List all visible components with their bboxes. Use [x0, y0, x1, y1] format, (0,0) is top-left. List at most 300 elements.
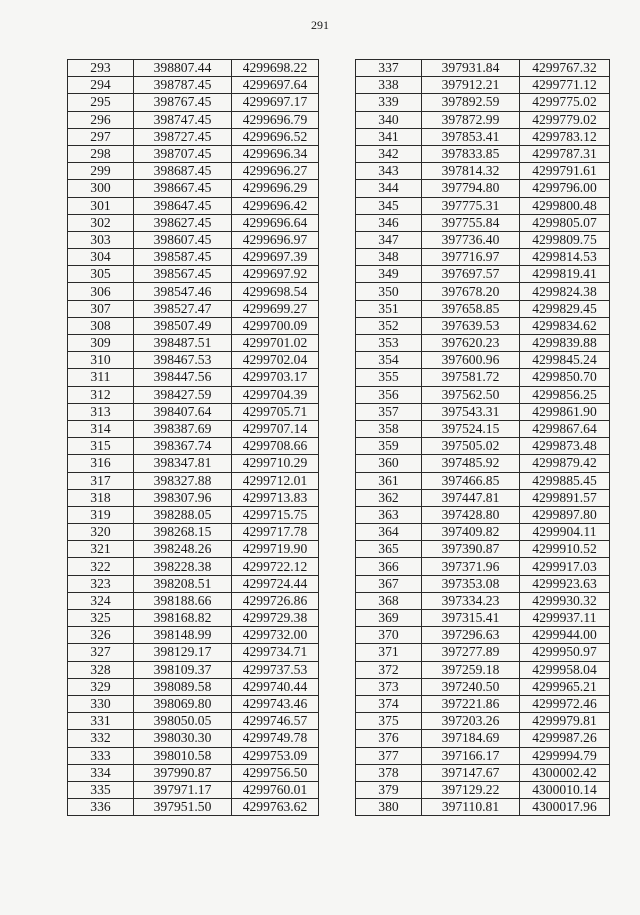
point-number-cell: 363 [356, 506, 422, 523]
table-row [356, 77, 610, 94]
x-coordinate-cell: 398507.49 [134, 317, 232, 334]
table-row [68, 420, 319, 437]
x-coordinate-cell: 398168.82 [134, 610, 232, 627]
table-row [356, 128, 610, 145]
x-coordinate-cell: 398707.45 [134, 145, 232, 162]
table-row [68, 592, 319, 609]
table-row [68, 644, 319, 661]
point-number-cell: 350 [356, 283, 422, 300]
y-coordinate-cell: 4299861.90 [520, 403, 610, 420]
point-number-cell: 368 [356, 592, 422, 609]
y-coordinate-cell: 4299839.88 [520, 335, 610, 352]
y-coordinate-cell: 4299950.97 [520, 644, 610, 661]
table-row [68, 111, 319, 128]
table-row [356, 524, 610, 541]
table-row [68, 438, 319, 455]
point-number-cell: 365 [356, 541, 422, 558]
x-coordinate-cell: 398747.45 [134, 111, 232, 128]
y-coordinate-cell: 4299796.00 [520, 180, 610, 197]
y-coordinate-cell: 4299703.17 [232, 369, 319, 386]
table-row [68, 60, 319, 77]
x-coordinate-cell: 398010.58 [134, 747, 232, 764]
y-coordinate-cell: 4300002.42 [520, 764, 610, 781]
y-coordinate-cell: 4300017.96 [520, 799, 610, 816]
x-coordinate-cell: 397259.18 [422, 661, 520, 678]
point-number-cell: 339 [356, 94, 422, 111]
y-coordinate-cell: 4299696.64 [232, 214, 319, 231]
x-coordinate-cell: 397658.85 [422, 300, 520, 317]
coordinates-table-right [355, 59, 610, 816]
point-number-cell: 341 [356, 128, 422, 145]
x-coordinate-cell: 397620.23 [422, 335, 520, 352]
page-number: 291 [311, 18, 329, 32]
x-coordinate-cell: 397716.97 [422, 249, 520, 266]
x-coordinate-cell: 397697.57 [422, 266, 520, 283]
y-coordinate-cell: 4299699.27 [232, 300, 319, 317]
point-number-cell: 352 [356, 317, 422, 334]
point-number-cell: 317 [68, 472, 134, 489]
x-coordinate-cell: 398467.53 [134, 352, 232, 369]
point-number-cell: 314 [68, 420, 134, 437]
x-coordinate-cell: 398427.59 [134, 386, 232, 403]
x-coordinate-cell: 398109.37 [134, 661, 232, 678]
point-number-cell: 308 [68, 317, 134, 334]
x-coordinate-cell: 397543.31 [422, 403, 520, 420]
x-coordinate-cell: 397912.21 [422, 77, 520, 94]
y-coordinate-cell: 4299856.25 [520, 386, 610, 403]
table-row [356, 420, 610, 437]
x-coordinate-cell: 398787.45 [134, 77, 232, 94]
y-coordinate-cell: 4299814.53 [520, 249, 610, 266]
point-number-cell: 326 [68, 627, 134, 644]
x-coordinate-cell: 397447.81 [422, 489, 520, 506]
point-number-cell: 295 [68, 94, 134, 111]
y-coordinate-cell: 4299702.04 [232, 352, 319, 369]
y-coordinate-cell: 4299704.39 [232, 386, 319, 403]
y-coordinate-cell: 4299824.38 [520, 283, 610, 300]
table-row [68, 128, 319, 145]
point-number-cell: 347 [356, 231, 422, 248]
table-row [68, 300, 319, 317]
x-coordinate-cell: 397951.50 [134, 799, 232, 816]
table-row [68, 489, 319, 506]
x-coordinate-cell: 397129.22 [422, 781, 520, 798]
x-coordinate-cell: 398447.56 [134, 369, 232, 386]
point-number-cell: 327 [68, 644, 134, 661]
y-coordinate-cell: 4299867.64 [520, 420, 610, 437]
x-coordinate-cell: 397466.85 [422, 472, 520, 489]
point-number-cell: 304 [68, 249, 134, 266]
point-number-cell: 353 [356, 335, 422, 352]
y-coordinate-cell: 4299719.90 [232, 541, 319, 558]
table-row [356, 266, 610, 283]
point-number-cell: 318 [68, 489, 134, 506]
y-coordinate-cell: 4299710.29 [232, 455, 319, 472]
x-coordinate-cell: 397678.20 [422, 283, 520, 300]
table-row [68, 764, 319, 781]
y-coordinate-cell: 4299697.64 [232, 77, 319, 94]
table-row [356, 145, 610, 162]
y-coordinate-cell: 4299732.00 [232, 627, 319, 644]
point-number-cell: 313 [68, 403, 134, 420]
table-row [356, 558, 610, 575]
y-coordinate-cell: 4299746.57 [232, 713, 319, 730]
point-number-cell: 358 [356, 420, 422, 437]
x-coordinate-cell: 398587.45 [134, 249, 232, 266]
y-coordinate-cell: 4299722.12 [232, 558, 319, 575]
table-row [68, 524, 319, 541]
table-row [68, 558, 319, 575]
table-row [356, 644, 610, 661]
x-coordinate-cell: 397315.41 [422, 610, 520, 627]
table-row [68, 506, 319, 523]
y-coordinate-cell: 4299787.31 [520, 145, 610, 162]
x-coordinate-cell: 398307.96 [134, 489, 232, 506]
y-coordinate-cell: 4299783.12 [520, 128, 610, 145]
y-coordinate-cell: 4299845.24 [520, 352, 610, 369]
x-coordinate-cell: 397203.26 [422, 713, 520, 730]
x-coordinate-cell: 397505.02 [422, 438, 520, 455]
x-coordinate-cell: 398387.69 [134, 420, 232, 437]
x-coordinate-cell: 397296.63 [422, 627, 520, 644]
x-coordinate-cell: 398367.74 [134, 438, 232, 455]
point-number-cell: 294 [68, 77, 134, 94]
x-coordinate-cell: 397166.17 [422, 747, 520, 764]
y-coordinate-cell: 4299729.38 [232, 610, 319, 627]
y-coordinate-cell: 4299994.79 [520, 747, 610, 764]
table-row [356, 283, 610, 300]
y-coordinate-cell: 4299697.39 [232, 249, 319, 266]
y-coordinate-cell: 4299707.14 [232, 420, 319, 437]
x-coordinate-cell: 397892.59 [422, 94, 520, 111]
x-coordinate-cell: 398807.44 [134, 60, 232, 77]
table-row [356, 231, 610, 248]
y-coordinate-cell: 4299885.45 [520, 472, 610, 489]
table-row [68, 730, 319, 747]
x-coordinate-cell: 397736.40 [422, 231, 520, 248]
point-number-cell: 334 [68, 764, 134, 781]
table-row [68, 266, 319, 283]
y-coordinate-cell: 4299696.97 [232, 231, 319, 248]
y-coordinate-cell: 4299850.70 [520, 369, 610, 386]
table-row [68, 369, 319, 386]
table-row [68, 163, 319, 180]
point-number-cell: 302 [68, 214, 134, 231]
table-row [356, 317, 610, 334]
point-number-cell: 298 [68, 145, 134, 162]
table-row [68, 180, 319, 197]
point-number-cell: 323 [68, 575, 134, 592]
point-number-cell: 337 [356, 60, 422, 77]
point-number-cell: 305 [68, 266, 134, 283]
point-number-cell: 301 [68, 197, 134, 214]
table-row [356, 455, 610, 472]
y-coordinate-cell: 4299713.83 [232, 489, 319, 506]
table-row [356, 352, 610, 369]
table-row [356, 300, 610, 317]
y-coordinate-cell: 4299897.80 [520, 506, 610, 523]
x-coordinate-cell: 398687.45 [134, 163, 232, 180]
y-coordinate-cell: 4299987.26 [520, 730, 610, 747]
table-row [356, 541, 610, 558]
point-number-cell: 307 [68, 300, 134, 317]
x-coordinate-cell: 398627.45 [134, 214, 232, 231]
table-row [68, 145, 319, 162]
table-row [68, 197, 319, 214]
y-coordinate-cell: 4299958.04 [520, 661, 610, 678]
x-coordinate-cell: 398327.88 [134, 472, 232, 489]
x-coordinate-cell: 398647.45 [134, 197, 232, 214]
y-coordinate-cell: 4300010.14 [520, 781, 610, 798]
x-coordinate-cell: 397775.31 [422, 197, 520, 214]
table-row [356, 214, 610, 231]
y-coordinate-cell: 4299696.27 [232, 163, 319, 180]
y-coordinate-cell: 4299944.00 [520, 627, 610, 644]
point-number-cell: 351 [356, 300, 422, 317]
y-coordinate-cell: 4299829.45 [520, 300, 610, 317]
point-number-cell: 324 [68, 592, 134, 609]
y-coordinate-cell: 4299726.86 [232, 592, 319, 609]
x-coordinate-cell: 398607.45 [134, 231, 232, 248]
table-row [356, 94, 610, 111]
y-coordinate-cell: 4299717.78 [232, 524, 319, 541]
x-coordinate-cell: 398268.15 [134, 524, 232, 541]
x-coordinate-cell: 398407.64 [134, 403, 232, 420]
y-coordinate-cell: 4299979.81 [520, 713, 610, 730]
x-coordinate-cell: 397184.69 [422, 730, 520, 747]
y-coordinate-cell: 4299756.50 [232, 764, 319, 781]
point-number-cell: 374 [356, 695, 422, 712]
table-row [68, 77, 319, 94]
point-number-cell: 348 [356, 249, 422, 266]
x-coordinate-cell: 397277.89 [422, 644, 520, 661]
x-coordinate-cell: 397853.41 [422, 128, 520, 145]
point-number-cell: 346 [356, 214, 422, 231]
x-coordinate-cell: 398727.45 [134, 128, 232, 145]
table-row [356, 60, 610, 77]
y-coordinate-cell: 4299771.12 [520, 77, 610, 94]
point-number-cell: 375 [356, 713, 422, 730]
y-coordinate-cell: 4299904.11 [520, 524, 610, 541]
x-coordinate-cell: 398288.05 [134, 506, 232, 523]
x-coordinate-cell: 397990.87 [134, 764, 232, 781]
x-coordinate-cell: 397814.32 [422, 163, 520, 180]
table-row [68, 799, 319, 816]
x-coordinate-cell: 398547.46 [134, 283, 232, 300]
y-coordinate-cell: 4299743.46 [232, 695, 319, 712]
point-number-cell: 359 [356, 438, 422, 455]
point-number-cell: 362 [356, 489, 422, 506]
point-number-cell: 335 [68, 781, 134, 798]
point-number-cell: 378 [356, 764, 422, 781]
point-number-cell: 342 [356, 145, 422, 162]
table-row [356, 472, 610, 489]
table-row [356, 661, 610, 678]
y-coordinate-cell: 4299697.92 [232, 266, 319, 283]
coordinates-table-left [67, 59, 319, 816]
y-coordinate-cell: 4299696.52 [232, 128, 319, 145]
point-number-cell: 321 [68, 541, 134, 558]
x-coordinate-cell: 397334.23 [422, 592, 520, 609]
table-row [68, 472, 319, 489]
x-coordinate-cell: 397931.84 [422, 60, 520, 77]
table-row [68, 386, 319, 403]
y-coordinate-cell: 4299734.71 [232, 644, 319, 661]
table-row [356, 489, 610, 506]
point-number-cell: 366 [356, 558, 422, 575]
x-coordinate-cell: 397524.15 [422, 420, 520, 437]
point-number-cell: 299 [68, 163, 134, 180]
x-coordinate-cell: 397240.50 [422, 678, 520, 695]
y-coordinate-cell: 4299819.41 [520, 266, 610, 283]
point-number-cell: 325 [68, 610, 134, 627]
point-number-cell: 361 [356, 472, 422, 489]
point-number-cell: 344 [356, 180, 422, 197]
x-coordinate-cell: 398069.80 [134, 695, 232, 712]
table-row [68, 627, 319, 644]
table-row [68, 335, 319, 352]
x-coordinate-cell: 398228.38 [134, 558, 232, 575]
x-coordinate-cell: 397390.87 [422, 541, 520, 558]
x-coordinate-cell: 397833.85 [422, 145, 520, 162]
table-row [68, 249, 319, 266]
x-coordinate-cell: 397409.82 [422, 524, 520, 541]
x-coordinate-cell: 397872.99 [422, 111, 520, 128]
table-row [356, 678, 610, 695]
y-coordinate-cell: 4299800.48 [520, 197, 610, 214]
y-coordinate-cell: 4299724.44 [232, 575, 319, 592]
table-row [356, 369, 610, 386]
y-coordinate-cell: 4299696.79 [232, 111, 319, 128]
y-coordinate-cell: 4299749.78 [232, 730, 319, 747]
y-coordinate-cell: 4299696.34 [232, 145, 319, 162]
table-row [356, 386, 610, 403]
y-coordinate-cell: 4299873.48 [520, 438, 610, 455]
x-coordinate-cell: 398527.47 [134, 300, 232, 317]
x-coordinate-cell: 398050.05 [134, 713, 232, 730]
y-coordinate-cell: 4299923.63 [520, 575, 610, 592]
point-number-cell: 309 [68, 335, 134, 352]
point-number-cell: 322 [68, 558, 134, 575]
y-coordinate-cell: 4299791.61 [520, 163, 610, 180]
y-coordinate-cell: 4299930.32 [520, 592, 610, 609]
table-row [68, 231, 319, 248]
point-number-cell: 312 [68, 386, 134, 403]
x-coordinate-cell: 398667.45 [134, 180, 232, 197]
table-row [68, 403, 319, 420]
x-coordinate-cell: 398208.51 [134, 575, 232, 592]
table-row [356, 335, 610, 352]
point-number-cell: 310 [68, 352, 134, 369]
y-coordinate-cell: 4299805.07 [520, 214, 610, 231]
point-number-cell: 311 [68, 369, 134, 386]
x-coordinate-cell: 397971.17 [134, 781, 232, 798]
y-coordinate-cell: 4299834.62 [520, 317, 610, 334]
x-coordinate-cell: 397147.67 [422, 764, 520, 781]
x-coordinate-cell: 397485.92 [422, 455, 520, 472]
table-row [68, 713, 319, 730]
table-row [356, 695, 610, 712]
y-coordinate-cell: 4299712.01 [232, 472, 319, 489]
point-number-cell: 329 [68, 678, 134, 695]
point-number-cell: 319 [68, 506, 134, 523]
x-coordinate-cell: 397794.80 [422, 180, 520, 197]
x-coordinate-cell: 398347.81 [134, 455, 232, 472]
point-number-cell: 345 [356, 197, 422, 214]
table-row [356, 506, 610, 523]
y-coordinate-cell: 4299715.75 [232, 506, 319, 523]
table-row [68, 541, 319, 558]
y-coordinate-cell: 4299697.17 [232, 94, 319, 111]
point-number-cell: 300 [68, 180, 134, 197]
y-coordinate-cell: 4299698.54 [232, 283, 319, 300]
y-coordinate-cell: 4299809.75 [520, 231, 610, 248]
x-coordinate-cell: 397755.84 [422, 214, 520, 231]
table-row [68, 283, 319, 300]
point-number-cell: 356 [356, 386, 422, 403]
y-coordinate-cell: 4299917.03 [520, 558, 610, 575]
table-row [68, 575, 319, 592]
point-number-cell: 316 [68, 455, 134, 472]
x-coordinate-cell: 398188.66 [134, 592, 232, 609]
table-row [68, 455, 319, 472]
y-coordinate-cell: 4299696.42 [232, 197, 319, 214]
table-row [68, 678, 319, 695]
x-coordinate-cell: 397639.53 [422, 317, 520, 334]
table-row [68, 94, 319, 111]
table-row [356, 713, 610, 730]
table-row [68, 781, 319, 798]
point-number-cell: 331 [68, 713, 134, 730]
x-coordinate-cell: 397110.81 [422, 799, 520, 816]
y-coordinate-cell: 4299937.11 [520, 610, 610, 627]
point-number-cell: 349 [356, 266, 422, 283]
point-number-cell: 320 [68, 524, 134, 541]
point-number-cell: 293 [68, 60, 134, 77]
y-coordinate-cell: 4299701.02 [232, 335, 319, 352]
y-coordinate-cell: 4299972.46 [520, 695, 610, 712]
table-row [356, 180, 610, 197]
point-number-cell: 379 [356, 781, 422, 798]
y-coordinate-cell: 4299696.29 [232, 180, 319, 197]
x-coordinate-cell: 398248.26 [134, 541, 232, 558]
x-coordinate-cell: 398567.45 [134, 266, 232, 283]
table-row [356, 438, 610, 455]
x-coordinate-cell: 397221.86 [422, 695, 520, 712]
table-row [68, 214, 319, 231]
point-number-cell: 343 [356, 163, 422, 180]
x-coordinate-cell: 397353.08 [422, 575, 520, 592]
point-number-cell: 370 [356, 627, 422, 644]
point-number-cell: 372 [356, 661, 422, 678]
table-row [356, 592, 610, 609]
point-number-cell: 338 [356, 77, 422, 94]
point-number-cell: 357 [356, 403, 422, 420]
y-coordinate-cell: 4299910.52 [520, 541, 610, 558]
table-row [68, 610, 319, 627]
point-number-cell: 377 [356, 747, 422, 764]
x-coordinate-cell: 398148.99 [134, 627, 232, 644]
table-row [356, 799, 610, 816]
table-row [356, 627, 610, 644]
y-coordinate-cell: 4299700.09 [232, 317, 319, 334]
table-row [356, 197, 610, 214]
point-number-cell: 340 [356, 111, 422, 128]
point-number-cell: 332 [68, 730, 134, 747]
y-coordinate-cell: 4299760.01 [232, 781, 319, 798]
table-row [68, 317, 319, 334]
y-coordinate-cell: 4299708.66 [232, 438, 319, 455]
